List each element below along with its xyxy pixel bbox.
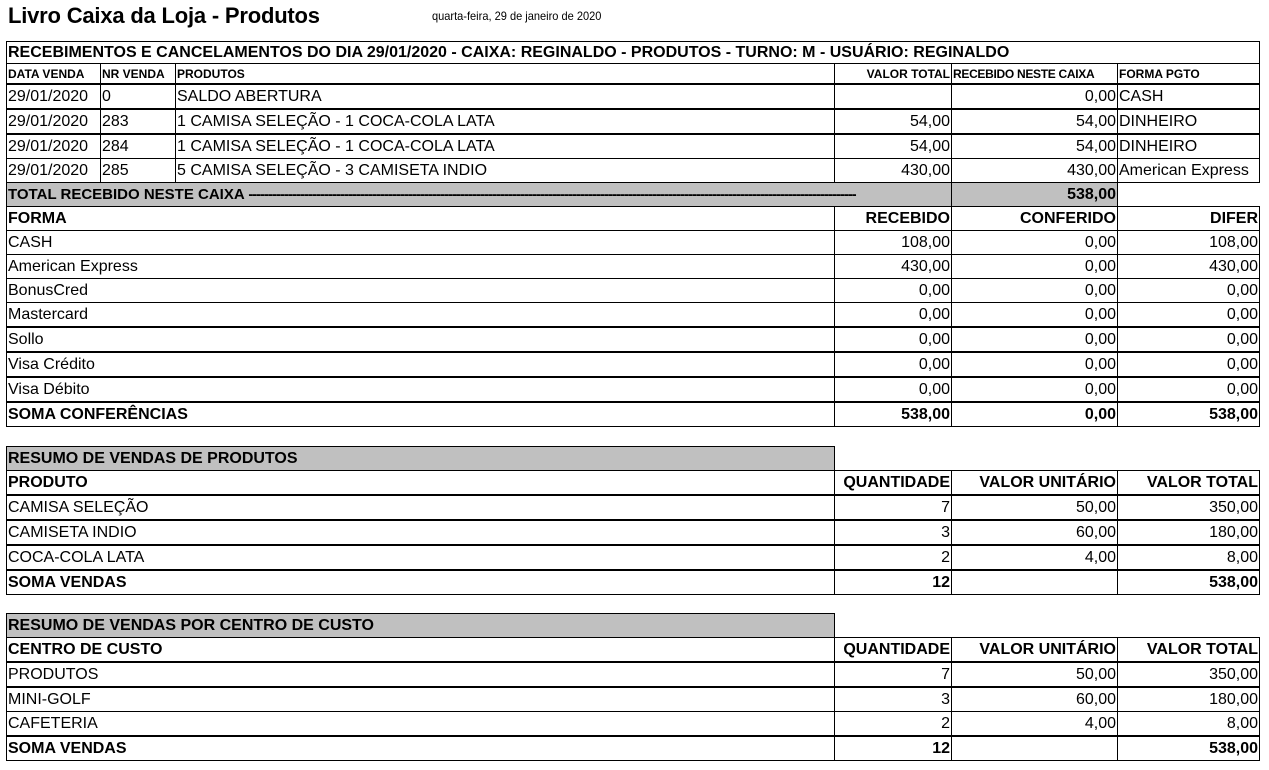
cell-method: Visa Crédito [7, 352, 835, 377]
product-summary-title: RESUMO DE VENDAS DE PRODUTOS [7, 447, 835, 471]
cell-products: 1 CAMISA SELEÇÃO - 1 COCA-COLA LATA [176, 134, 835, 159]
cell-unit: 60,00 [952, 687, 1118, 712]
product-total-unit [952, 570, 1118, 595]
cell-total: 8,00 [1118, 712, 1260, 737]
cell-diff: 0,00 [1118, 377, 1260, 402]
receipts-column-header [7, 64, 1260, 85]
cell-received: 54,00 [952, 109, 1118, 134]
col-header-diff: DIFER [1118, 207, 1260, 231]
receipts-total-label-cell [7, 183, 952, 207]
cost-center-total-unit [952, 736, 1118, 761]
table-row [7, 687, 1260, 712]
conference-total-received: 538,00 [835, 402, 952, 427]
cell-product: CAMISA SELEÇÃO [7, 495, 835, 520]
empty-cell [835, 614, 1260, 638]
receipts-total-value: 538,00 [952, 183, 1118, 207]
product-summary-total-row [7, 570, 1260, 595]
table-row [7, 377, 1260, 402]
cost-center-summary-table [6, 613, 1260, 761]
cell-method: Visa Débito [7, 377, 835, 402]
cell-qty: 2 [835, 545, 952, 570]
cell-received: 430,00 [952, 159, 1118, 183]
cell-diff: 0,00 [1118, 327, 1260, 352]
receipts-total-row [7, 183, 1260, 207]
table-row [7, 255, 1260, 279]
receipts-total-label: TOTAL RECEBIDO NESTE CAIXA [8, 185, 245, 203]
col-header-total: VALOR TOTAL [835, 64, 952, 85]
cell-unit: 4,00 [952, 712, 1118, 737]
cost-center-total-qty: 12 [835, 736, 952, 761]
product-total-value: 538,00 [1118, 570, 1260, 595]
table-row [7, 495, 1260, 520]
cost-center-title: RESUMO DE VENDAS POR CENTRO DE CUSTO [7, 614, 835, 638]
cell-nr: 283 [101, 109, 176, 134]
cell-received: 0,00 [835, 377, 952, 402]
cell-nr: 284 [101, 134, 176, 159]
col-header-date: DATA VENDA [7, 64, 101, 85]
conference-total-checked: 0,00 [952, 402, 1118, 427]
product-summary-table [6, 446, 1260, 595]
cell-payment: CASH [1118, 84, 1260, 109]
table-row [7, 303, 1260, 328]
cell-diff: 108,00 [1118, 231, 1260, 255]
cell-total: 180,00 [1118, 687, 1260, 712]
receipts-table [6, 41, 1260, 427]
conference-total-label: SOMA CONFERÊNCIAS [7, 402, 835, 427]
empty-cell [1118, 183, 1260, 207]
cell-method: American Express [7, 255, 835, 279]
cell-date: 29/01/2020 [7, 159, 101, 183]
col-header-checked: CONFERIDO [952, 207, 1118, 231]
cell-unit: 4,00 [952, 545, 1118, 570]
product-summary-column-header [7, 471, 1260, 496]
col-header-nr: NR VENDA [101, 64, 176, 85]
cell-payment: American Express [1118, 159, 1260, 183]
cell-received: 0,00 [835, 303, 952, 328]
cell-unit: 50,00 [952, 495, 1118, 520]
cell-total [835, 84, 952, 109]
cell-qty: 3 [835, 520, 952, 545]
cell-cost-center: MINI-GOLF [7, 687, 835, 712]
cell-products: 5 CAMISA SELEÇÃO - 3 CAMISETA INDIO [176, 159, 835, 183]
col-header-received: RECEBIDO NESTE CAIXA [952, 64, 1118, 85]
cell-checked: 0,00 [952, 377, 1118, 402]
table-row [7, 231, 1260, 255]
col-header-total: VALOR TOTAL [1118, 638, 1260, 663]
cost-center-total-label: SOMA VENDAS [7, 736, 835, 761]
col-header-cost-center: CENTRO DE CUSTO [7, 638, 835, 663]
cell-total: 350,00 [1118, 495, 1260, 520]
cell-checked: 0,00 [952, 327, 1118, 352]
cost-center-total-value: 538,00 [1118, 736, 1260, 761]
table-row [7, 109, 1260, 134]
cost-center-section-header [7, 614, 1260, 638]
report-date: quarta-feira, 29 de janeiro de 2020 [432, 9, 602, 23]
cell-products: 1 CAMISA SELEÇÃO - 1 COCA-COLA LATA [176, 109, 835, 134]
cell-received: 0,00 [835, 279, 952, 303]
table-row [7, 159, 1260, 183]
cell-diff: 0,00 [1118, 352, 1260, 377]
cell-diff: 430,00 [1118, 255, 1260, 279]
table-row [7, 327, 1260, 352]
cell-cost-center: CAFETERIA [7, 712, 835, 737]
conference-total-diff: 538,00 [1118, 402, 1260, 427]
cell-qty: 2 [835, 712, 952, 737]
cell-total: 54,00 [835, 134, 952, 159]
cell-method: Mastercard [7, 303, 835, 328]
cell-diff: 0,00 [1118, 279, 1260, 303]
table-row [7, 84, 1260, 109]
col-header-qty: QUANTIDADE [835, 638, 952, 663]
table-row [7, 352, 1260, 377]
col-header-payment: FORMA PGTO [1118, 64, 1260, 85]
receipts-total-separator: -------------------------------------------------------------------------------------------------------------------------------------------------------- [248, 185, 856, 203]
cell-received: 54,00 [952, 134, 1118, 159]
cell-products: SALDO ABERTURA [176, 84, 835, 109]
col-header-products: PRODUTOS [176, 64, 835, 85]
receipts-section-title: RECEBIMENTOS E CANCELAMENTOS DO DIA 29/01/2020 - CAIXA: REGINALDO - PRODUTOS - TURNO: M - USUÁRIO: REGINALDO [7, 42, 1260, 64]
cell-received: 0,00 [952, 84, 1118, 109]
cell-received: 0,00 [835, 352, 952, 377]
cell-method: Sollo [7, 327, 835, 352]
cost-center-column-header [7, 638, 1260, 663]
cell-checked: 0,00 [952, 352, 1118, 377]
cell-checked: 0,00 [952, 255, 1118, 279]
cell-unit: 50,00 [952, 662, 1118, 687]
cell-received: 0,00 [835, 327, 952, 352]
report-title: Livro Caixa da Loja - Produtos [8, 3, 320, 28]
table-row [7, 662, 1260, 687]
cell-total: 54,00 [835, 109, 952, 134]
cell-nr: 0 [101, 84, 176, 109]
cell-date: 29/01/2020 [7, 134, 101, 159]
cell-product: CAMISETA INDIO [7, 520, 835, 545]
col-header-method: FORMA [7, 207, 835, 231]
cell-qty: 7 [835, 495, 952, 520]
cell-total: 350,00 [1118, 662, 1260, 687]
col-header-unit: VALOR UNITÁRIO [952, 638, 1118, 663]
cell-unit: 60,00 [952, 520, 1118, 545]
cell-date: 29/01/2020 [7, 109, 101, 134]
conference-total-row [7, 402, 1260, 427]
cell-method: CASH [7, 231, 835, 255]
cell-method: BonusCred [7, 279, 835, 303]
cell-cost-center: PRODUTOS [7, 662, 835, 687]
cost-center-total-row [7, 736, 1260, 761]
cell-payment: DINHEIRO [1118, 109, 1260, 134]
cell-date: 29/01/2020 [7, 84, 101, 109]
empty-cell [835, 447, 1260, 471]
cell-checked: 0,00 [952, 231, 1118, 255]
col-header-product: PRODUTO [7, 471, 835, 496]
cell-diff: 0,00 [1118, 303, 1260, 328]
cell-total: 430,00 [835, 159, 952, 183]
col-header-unit: VALOR UNITÁRIO [952, 471, 1118, 496]
table-row [7, 134, 1260, 159]
conference-column-header [7, 207, 1260, 231]
table-row [7, 279, 1260, 303]
col-header-qty: QUANTIDADE [835, 471, 952, 496]
cell-received: 430,00 [835, 255, 952, 279]
cell-payment: DINHEIRO [1118, 134, 1260, 159]
receipts-section-header [7, 42, 1260, 64]
cell-total: 180,00 [1118, 520, 1260, 545]
cell-qty: 7 [835, 662, 952, 687]
col-header-received: RECEBIDO [835, 207, 952, 231]
product-summary-section-header [7, 447, 1260, 471]
cell-qty: 3 [835, 687, 952, 712]
col-header-total: VALOR TOTAL [1118, 471, 1260, 496]
table-row [7, 520, 1260, 545]
product-total-label: SOMA VENDAS [7, 570, 835, 595]
cell-total: 8,00 [1118, 545, 1260, 570]
cell-checked: 0,00 [952, 303, 1118, 328]
table-row [7, 545, 1260, 570]
table-row [7, 712, 1260, 737]
cell-checked: 0,00 [952, 279, 1118, 303]
cell-nr: 285 [101, 159, 176, 183]
cell-product: COCA-COLA LATA [7, 545, 835, 570]
cell-received: 108,00 [835, 231, 952, 255]
product-total-qty: 12 [835, 570, 952, 595]
